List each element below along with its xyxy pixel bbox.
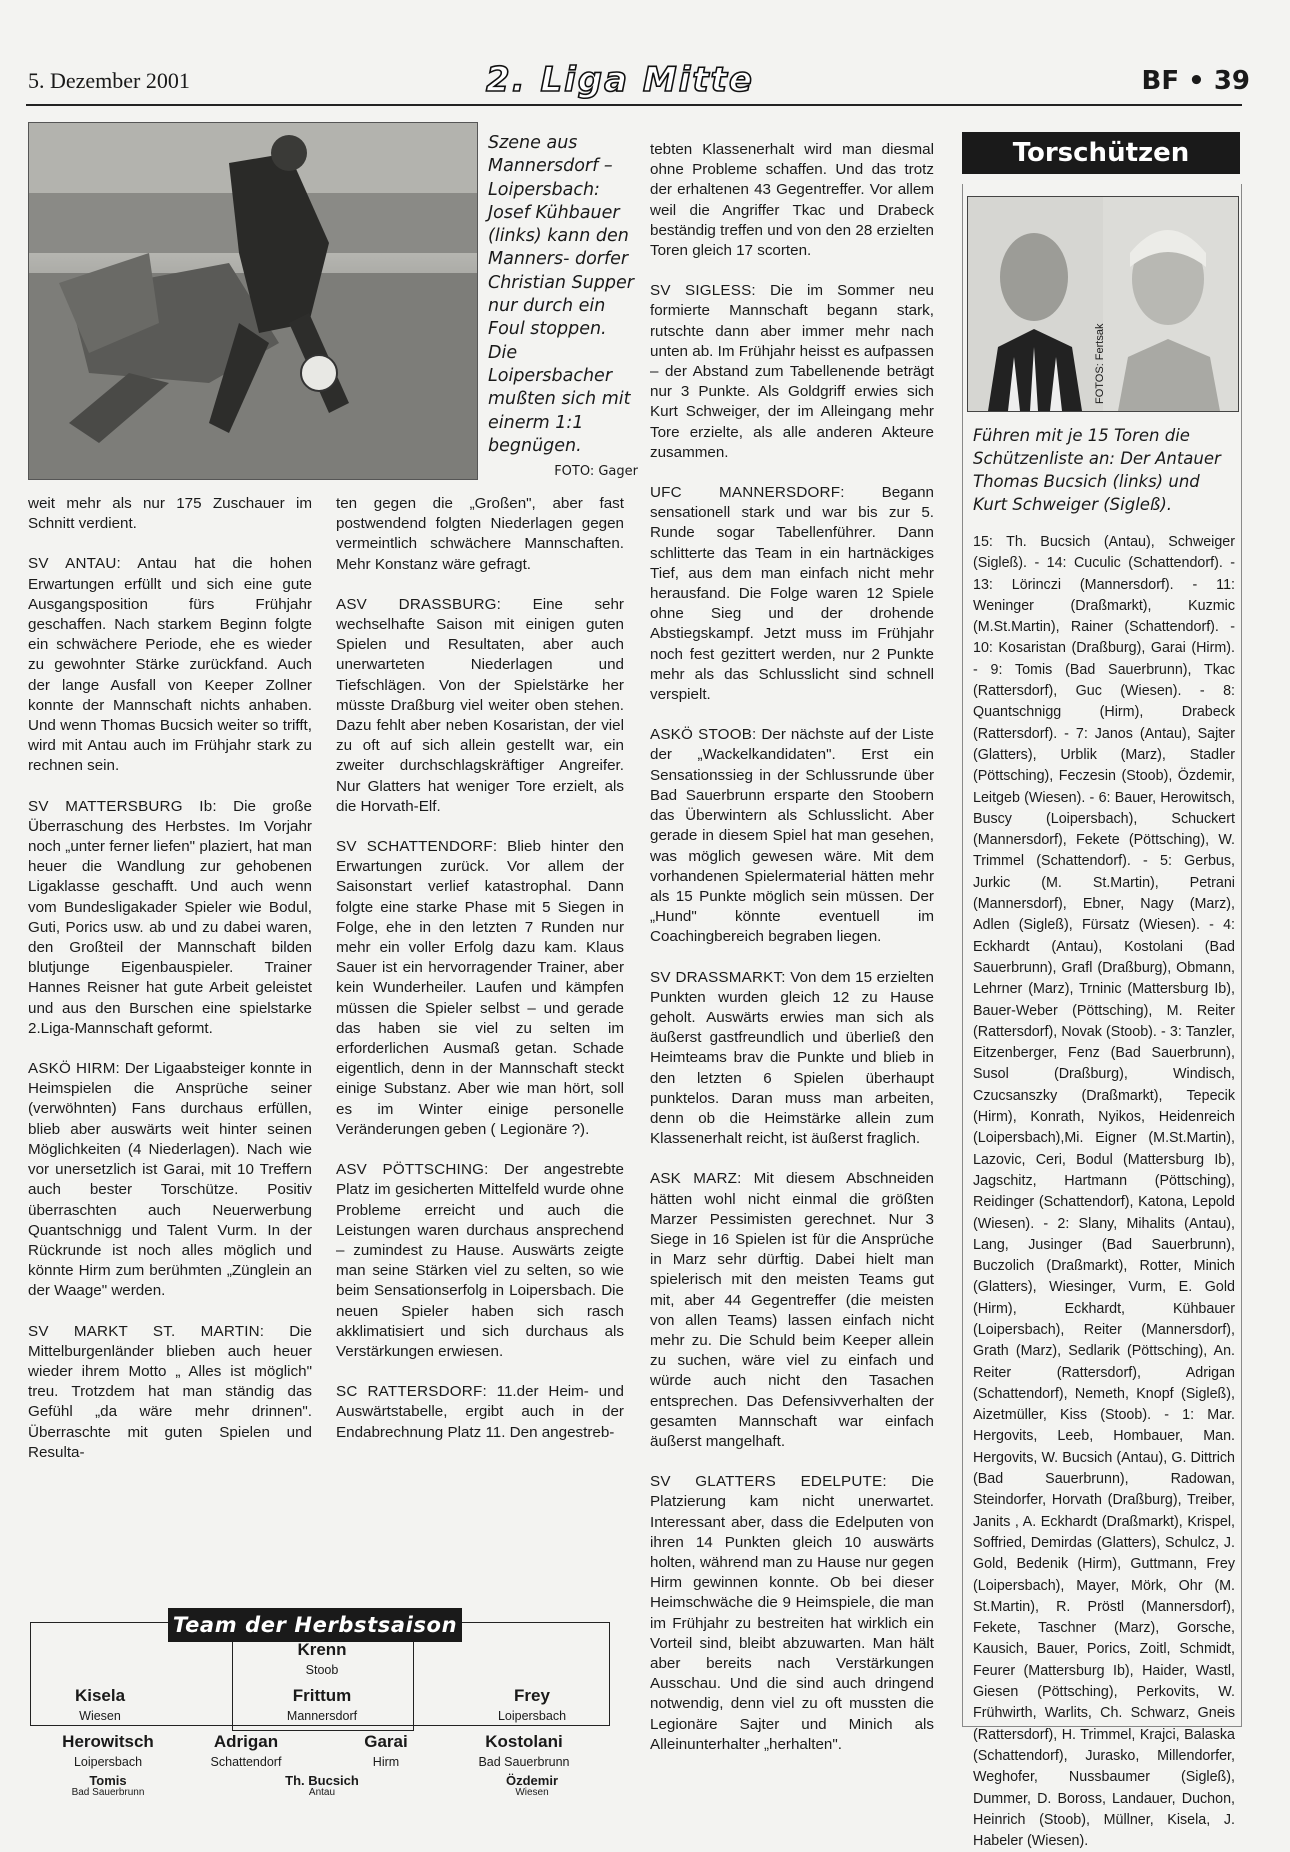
- section-title: 2. Liga Mitte: [486, 60, 754, 100]
- paragraph: SV GLATTERS EDELPUTE: Die Platzierung kam nicht unerwartet. Interessant aber, dass die Edelputen von ihren 14 Punkten gleich 10 auswärts holten, während man zu Hause nur gegen Hirm gewinnen konnte. Ob bei dieser Heimschwäche die 9 Heimspiele, die man im Frühjahr zu bestreiten hat wirklich ein Vorteil sind, bleibt abzuwarten. Man hält aber bereits nach Verstärkungen Ausschau. Und die sind auch dringend notwendig, denn viel zu oft mussten die Legionäre Sajter und Minich als Alleinunterhalter „herhalten".: [650, 1473, 935, 1753]
- team-player: Herowitsch Loipersbach: [62, 1732, 154, 1769]
- paragraph: SV MATTERSBURG Ib: Die große Überraschung des Herbstes. Im Vorjahr noch „unter ferner liefen" plaziert, hat man heuer die Wandlung zur gehobenen Ligaklasse geschafft. Und auch wenn vom Bundesligakader Spieler wie Bodul, Guti, Porics usw. ab und zu dabei waren, den Großteil der Mannschaft bilden blutjunge Eigenbauspieler. Trainer Hannes Reisner hat gute Arbeit geleistet und aus den Burschen eine spielstarke 2.Liga-Mannschaft geformt.: [28, 797, 312, 1037]
- paragraph: weit mehr als nur 175 Zuschauer im Schnitt verdient.: [28, 495, 312, 533]
- paragraph: SV SCHATTENDORF: Blieb hinter den Erwartungen zurück. Vor allem der Saisonstart verlief katastrophal. Dann folgte eine starke Phase mit 5 Siegen in Folge, ehe in den letzten 7 Runden nur mehr ein voller Erfolg dazu kam. Klaus Sauer ist ein hervorragender Trainer, aber kein Wunderheiler. Laufen und kämpfen müssen die Spieler selbst – und gerade das haben sie viel zu selten im erforderlichen Ausmaß getan. Schade eigentlich, denn in der Mannschaft steckt einige Substanz. Aber wie man hört, soll es im Winter einige personelle Veränderungen geben ( Legionäre ?).: [336, 838, 624, 1138]
- paragraph: ASV DRASSBURG: Eine sehr wechselhafte Saison mit einigen guten Spielen und Resultaten, aber auch unerwarteten Niederlagen und Tiefschlägen. Von der Spielstärke her müsste Draßburg viel weiter oben stehen. Dazu fehlt aber neben Kosaristan, der viel zu oft auf sich allein gestellt war, ein zweiter durchschlagskräftiger Angreifer. Nur Glatters hat weniger Tore erzielt, als die Horvath-Elf.: [336, 595, 624, 815]
- paragraph: ten gegen die „Großen", aber fast postwendend folgten Niederlagen gegen vermeintlich schwächere Mannschaften. Mehr Konstanz wäre gefragt.: [336, 495, 624, 573]
- team-player: Özdemir Wiesen: [505, 1773, 558, 1798]
- team-player: Frittum Mannersdorf: [286, 1686, 358, 1723]
- team-player: Garai Hirm: [364, 1732, 408, 1769]
- paragraph: ASKÖ HIRM: Der Ligaabsteiger konnte in Heimspielen die Ansprüche seiner (verwöhnten) Fans durchaus erfüllen, blieb aber auswärts weit hinter seinen Möglichkeiten (4 Niederlagen). Nach wie vor unersetzlich ist Garai, mit 10 Treffern auch bester Torschütze. Positiv überraschten auch Neuerwerbung Quantschnigg und Talent Vurm. In der Rückrunde ist noch alles möglich und könnte Hirm zum berühmten „Zünglein an der Waage" werden.: [28, 1060, 312, 1300]
- team-player: Kostolani Bad Sauerbrunn: [478, 1732, 570, 1769]
- scorers-title: Torschützen: [962, 132, 1240, 174]
- photo-credit: FOTO: Gager: [554, 464, 638, 480]
- scorers-caption: Führen mit je 15 Toren die Schützenliste an: Der Antauer Thomas Bucsich (links) und Kurt Schweiger (Sigleß).: [973, 426, 1221, 514]
- team-player: Krenn Stoob: [297, 1640, 347, 1677]
- paragraph: SV MARKT ST. MARTIN: Die Mittelburgenländer blieben auch heuer wieder ihrem Motto „ Alles ist möglich" treu. Trotzdem hat man ständig das Gefühl „da wäre mehr drinnen". Überraschte mit guten Spielen und Resulta-: [28, 1322, 312, 1461]
- header-rule: [26, 104, 1242, 106]
- paragraph: ASK MARZ: Mit diesem Abschneiden hätten wohl nicht einmal die größten Marzer Pessimisten gerechnet. Nur 3 Siege in 16 Spielen ist für die Ansprüche in Marz sehr dürftig. Dabei hielt man spielerisch mit den meisten Teams gut mit, aber 44 Gegentreffer (die meisten von allen Teams) lassen einfach nicht mehr zu. Die Schuld beim Keeper allein zu suchen, wäre viel zu einfach und würde auch nicht den Tasachen entsprechen. Das Defensivverhalten der gesamten Mannschaft war einfach äußerst mangelhaft.: [650, 1170, 934, 1450]
- paragraph: ASV PÖTTSCHING: Der angestrebte Platz im gesicherten Mittelfeld wurde ohne Probleme erreicht und auch die Leistungen waren durchaus ansprechend – zumindest zu Hause. Auswärts zeigte man seine Stärken viel zu selten, so wie beim Sensationserfolg in Loipersbach. Die neuen Spieler haben sich rasch akklimatisiert und sich durchaus als Verstärkungen erwiesen.: [336, 1161, 624, 1360]
- paragraph: SV ANTAU: Antau hat die hohen Erwartungen erfüllt und sich eine gute Ausgangsposition fürs Frühjahr geschaffen. Nach starkem Beginn folgte ein schwächere Periode, ehe es wieder zu gewohnter Stärke zurückfand. Auch der lange Ausfall von Keeper Zollner konnte der Mannschaft nichts anhaben. Und wenn Thomas Bucsich weiter so trifft, wird mit Antau auch im Frühjahr stark zu rechnen sein.: [28, 555, 312, 775]
- scorers-list: 15: Th. Bucsich (Antau), Schweiger (Sigleß). - 14: Cuculic (Schattendorf). - 13: Lörinczi (Mannersdorf). - 11: Weninger (Draßmarkt), Kuzmic (M.St.Martin), Rainer (Schattendorf). - 10: Kosaristan (Draßburg), Garai (Hirm). - 9: Tomis (Bad Sauerbrunn), Tkac (Rattersdorf), Guc (Wiesen). - 8: Quantschnigg (Hirm), Drabeck (Rattersdorf). - 7: Janos (Antau), Sajter (Glatters), Urblik (Marz), Stadler (Pöttsching), Feczesin (Stoob), Özdemir, Leitgeb (Wiesen). - 6: Bauer, Herowitsch, Buscy (Loipersbach), Schuckert (Mannersdorf), Fekete (Pöttsching), W. Trimmel (Schattendorf). - 5: Gerbus, Jurkic (M. St.Martin), Petrani (Mannersdorf), Ebner, Nagy (Marz), Adlen (Sigleß), Fürsatz (Wiesen). - 4: Eckhardt (Antau), Kostolani (Bad Sauerbrunn), Grafl (Draßburg), Obmann, Lehrner (Marz), Trninic (Mattersburg Ib), Bauer-Weber (Pöttsching), M. Reiter (Rattersdorf), Novak (Stoob). - 3: Tanzler, Eitzenberger, Fenz (Bad Sauerbrunn), Susol (Draßburg), Windisch, Czucsanszky (Draßmarkt), Tepecik (Hirm), Konrath, Nyikos, Heidenreich (Loipersbach),Mi. Eigner (M.St.Martin), Lazovic, Ceri, Bodul (Mattersburg Ib), Jagschitz, Hartmann (Pöttsching), Reidinger (Schattendorf), Katona, Lepold (Wiesen). - 2: Slany, Mihalits (Antau), Lang, Jusinger (Bad Sauerbrunn), Buczolich (Draßmarkt), Rotter, Minich (Glatters), Wiesinger, Vurm, E. Gold (Hirm), Eckhardt, Kühbauer (Loipersbach), Reiter (Mannersdorf), Grath (Marz), Sedlarik (Pöttsching), An. Reiter (Rattersdorf), Adrigan (Schattendorf), Nemeth, Knopf (Sigleß), Aizetmüller, Kiss (Stoob). - 1: Mar. Hergovits, Leeb, Hombauer, Man. Hergovits, W. Bucsich (Antau), G. Dittrich (Bad Sauerbrunn), Radowan, Steindorfer, Horvath (Draßburg), Treiber, Janits , A. Eckhardt (Draßmarkt), Krispel, Soffried, Demirdas (Glatters), Schulcz, J. Gold, Bedenik (Hirm), Guttmann, Frey (Loipersbach), Mayer, Mörk, Ohr (M. St.Martin), R. Pröstl (Mannersdorf), Fekete, Taschner (Marz), Gorsche, Kausich, Bauer, Porics, Zoitl, Schmidt, Feurer (Mattersburg Ib), Haider, Wastl, Giesen (Pöttsching), Perkovits, W. Frühwirth, Warlits, Ch. Schwarz, Gneis (Rattersdorf), H. Trimmel, Krajci, Balaska (Schattendorf), Jurasko, Millendorfer, Weghofer, Nussbaumer (Sigleß), Dummer, D. Boross, Landauer, Duchon, Heinrich (Stoob), Müllner, Kisela, J. Habeler (Wiesen).: [973, 534, 1235, 1850]
- article-column-3: [650, 140, 934, 1775]
- match-photo: [28, 122, 478, 480]
- team-player: Th. Bucsich Antau: [285, 1773, 359, 1798]
- paragraph: SV SIGLESS: Die im Sommer neu formierte Mannschaft begann stark, rutschte dann aber immer mehr nach unten ab. Im Frühjahr heisst es aufpassen – der Abstand zum Tabellenende beträgt nur 3 Punkte. Als Goldgriff erwies sich Kurt Schweiger, der im Alleingang mehr Tore erzielte, als alle anderen Akteure zusammen.: [650, 282, 934, 461]
- issue-date: 5. Dezember 2001: [28, 68, 190, 93]
- paragraph: SV DRASSMARKT: Von dem 15 erzielten Punkten wurden gleich 12 zu Hause geholt. Auswärts erwies man sich als äußerst gastfreundlich und überließ den Heimteams brav die Punkte und blieb in den letzten 6 Spielen überhaupt punktelos. Daran muss man arbeiten, denn ob die Heimstärke allein zum Klassenerhalt reicht, ist äußerst fraglich.: [650, 968, 934, 1148]
- team-player: Adrigan Schattendorf: [210, 1732, 282, 1769]
- photo-caption: [488, 132, 638, 483]
- photo-caption-text: Szene aus Mannersdorf – Loipersbach: Josef Kühbauer (links) kann den Manners- dorfer Christian Supper nur durch ein Foul stoppen. Die Loipersbacher mußten sich mit einerm 1:1 begnügen.: [488, 133, 634, 456]
- paragraph: ASKÖ STOOB: Der nächste auf der Liste der „Wackelkandidaten". Erst ein Sensationssieg in der Schlussrunde über Bad Sauerbrunn ersparte den Stoobern das Überwintern als Schlusslicht. Aber gerade in diesem Spiel hat man gesehen, was möglich gewesen wäre. Mit dem vorhandenen Spielermaterial hätten mehr als 15 Punkte möglich sein müssen. Der „Hund" könnte eventuell im Coachingbereich begraben liegen.: [650, 726, 934, 946]
- article-column-2: [336, 494, 624, 1463]
- team-player: Tomis Bad Sauerbrunn: [71, 1773, 145, 1798]
- paragraph: SC RATTERSDORF: 11.der Heim- und Auswärtstabelle, ergibt auch in der Endabrechnung Platz 11. Den angestreb-: [336, 1383, 624, 1441]
- scorers-photo-credit: FOTOS:: [1094, 363, 1106, 404]
- paragraph: UFC MANNERSDORF: Begann sensationell stark und war bis zur 5. Runde sogar Tabellenführer. Dann schlitterte das Team in ein hartnäckiges Tief, aus dem man einfach nicht mehr herausfand. Die Folge waren 12 Spiele ohne Sieg und der drohende Abstiegskampf. Jetzt muss im Frühjahr noch fest gezittert werden, nur 2 Punkte mehr als das Schlusslicht sind schnell verspielt.: [650, 484, 934, 704]
- page-number: BF • 39: [1141, 66, 1250, 96]
- team-of-season-title: Team der Herbstsaison: [168, 1608, 462, 1642]
- team-player: Kisela Wiesen: [74, 1686, 126, 1723]
- article-column-1: [28, 494, 312, 1483]
- team-player: Frey Loipersbach: [497, 1686, 567, 1723]
- paragraph: tebten Klassenerhalt wird man diesmal ohne Probleme schaffen. Und das trotz der erhaltenen 43 Gegentreffer. Vor allem weil die Angriffer Tkac und Drabeck beständig treffen und von den 28 erzielten Toren gleich 17 scorten.: [650, 141, 934, 260]
